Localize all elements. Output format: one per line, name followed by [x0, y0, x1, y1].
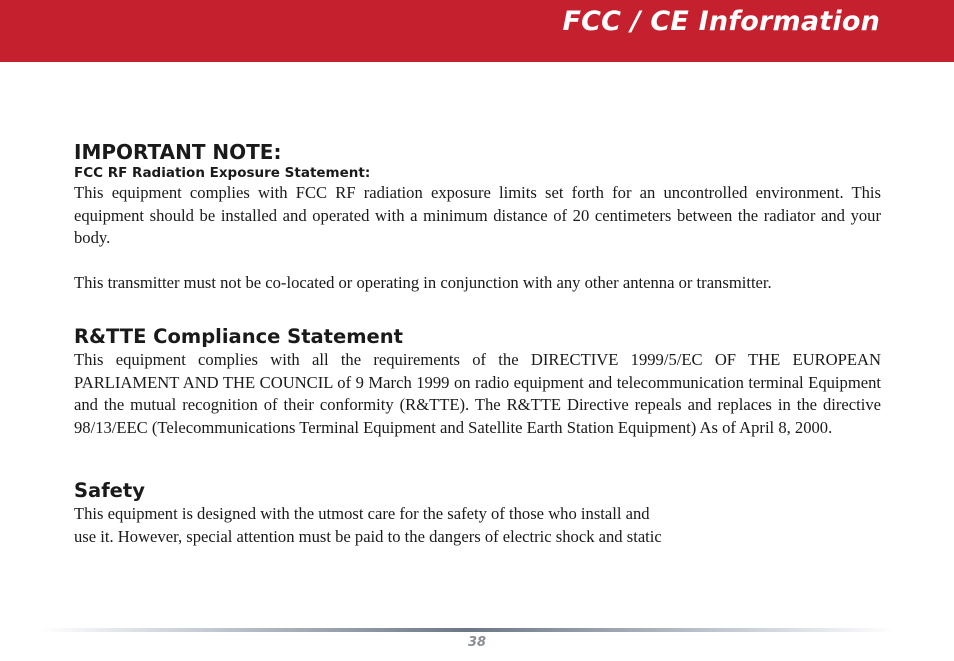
paragraph-spacer — [74, 250, 881, 273]
document-body — [74, 140, 881, 549]
section-spacer — [74, 439, 881, 479]
page-title: FCC / CE Information — [562, 6, 880, 37]
important-note-heading: IMPORTANT NOTE: — [74, 140, 282, 164]
rtte-heading: R&TTE Compliance Statement — [74, 324, 403, 348]
page-number: 38 — [467, 635, 487, 650]
fcc-rf-exposure-subheading: FCC RF Radiation Exposure Statement: — [74, 165, 371, 181]
important-note-section — [74, 140, 881, 295]
co-location-paragraph: This transmitter must not be co-located or operating in conjunction with any other antenna or transmitter. — [74, 273, 772, 293]
rtte-paragraph: This equipment complies with all the requirements of the DIRECTIVE 1999/5/EC OF THE EUROPEAN PARLIAMENT AND THE COUNCIL of 9 March 1999 on radio equipment and telecommunication terminal Equipment and the mutual recognition of their conformity (R&TTE). The R&TTE Directive repeals and replaces in the directive 98/13/EEC (Telecommunications Terminal Equipment and Satellite Earth Station Equipment) As of April 8, 2000. — [74, 349, 881, 437]
footer-divider — [40, 628, 895, 632]
safety-section — [74, 479, 881, 548]
section-spacer — [74, 295, 881, 325]
safety-line-1: This equipment is designed with the utmost care for the safety of those who install and — [74, 504, 650, 524]
safety-heading: Safety — [74, 479, 145, 503]
header-bar — [0, 0, 954, 62]
rtte-section — [74, 325, 881, 439]
safety-line-2: use it. However, special attention must be paid to the dangers of electric shock and static — [74, 526, 662, 546]
fcc-rf-exposure-paragraph: This equipment complies with FCC RF radiation exposure limits set forth for an uncontrolled environment. This equipment should be installed and operated with a minimum distance of 20 centimeters between the radiator and your body. — [74, 183, 881, 248]
